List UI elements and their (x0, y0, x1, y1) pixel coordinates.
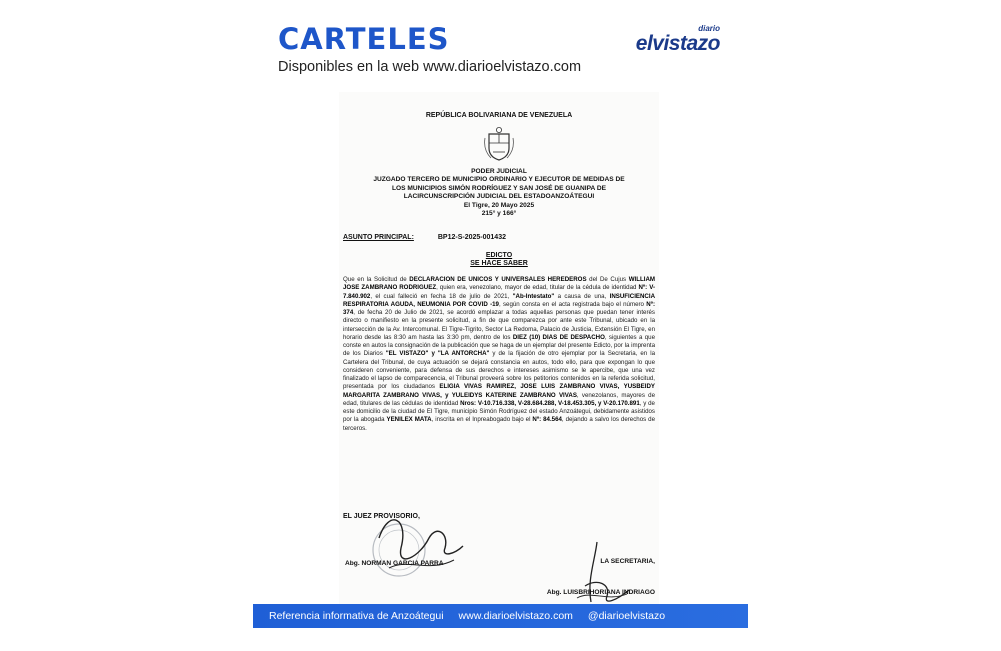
se-hace-saber: SE HACE SABER (470, 260, 528, 268)
body-text-segment: Que en la Solicitud de (343, 276, 410, 283)
body-text-segment: , venezolanos, mayores de edad, titulares de las cédulas de identidad (343, 391, 655, 407)
body-bold-segment: Nº: V-7.840.902 (343, 284, 655, 300)
juez-name: Abg. NORMAN GARCIA PARRA (345, 560, 444, 567)
header-line: El Tigre, 20 Mayo 2025 (463, 201, 535, 209)
header-line: LACIRCUNSCRIPCIÓN JUDICIAL DEL ESTADOANZOÁTEGUI (403, 193, 595, 201)
poster-card (253, 18, 748, 634)
header-line: 215° y 166° (481, 210, 517, 218)
body-bold-segment: DIEZ (10) DIAS DE DESPACHO (512, 333, 605, 341)
body-bold-segment: ELIGIA VIVAS RAMIREZ, JOSE LUIS ZAMBRANO VIVAS, YUSBEIDY MARGARITA ZAMBRANO VIVAS, y YULEIDYS KATERINE ZAMBRANO VIVAS (343, 383, 656, 399)
body-bold-segment: WILLIAM JOSE ZAMBRANO RODRIGUEZ (343, 276, 655, 292)
republica-heading: REPÚBLICA BOLIVARIANA DE VENEZUELA (425, 112, 573, 119)
footer-social-handle[interactable]: @diarioelvistazo (587, 610, 666, 622)
body-bold-segment: Nros: V-10.716.338, V-28.684.288, V-18.453.305, y V-20.170.891 (460, 399, 640, 407)
body-text-segment: , según consta en el acta registrada bajo el número (498, 300, 647, 308)
edicto-heading (339, 252, 659, 269)
body-text-segment: , dejando a salvo los derechos de terceros. (343, 416, 655, 432)
brand-subtitle: Disponibles en la web www.diarioelvistazo.com (278, 59, 582, 75)
coat-of-arms-icon (483, 126, 515, 162)
footer-website-link[interactable]: www.diarioelvistazo.com (458, 610, 573, 622)
body-bold-segment: INSUFICIENCIA RESPIRATORIA AGUDA, NEUMONIA POR COVID -19 (343, 292, 655, 308)
header-line: PODER JUDICIAL (471, 168, 527, 175)
court-header (339, 168, 659, 218)
footer-bar (253, 604, 748, 628)
body-text-segment: , siguientes a que conste en autos la consignación de la publicación que se haga de un ejemplar del presente Edicto, por la imprenta de los Diarios (343, 333, 655, 358)
body-text-segment: , y de este domicilio de la ciudad de El Tigre, municipio Simón Rodríguez del estado Anzoátegui, debidamente asistidos por la abogada (343, 399, 655, 424)
header-line: JUZGADO TERCERO DE MUNICIPIO ORDINARIO Y EJECUTOR DE MEDIDAS DE (373, 176, 625, 184)
secretary-signature-icon (567, 540, 637, 610)
edicto-title: EDICTO (485, 252, 513, 259)
elvistazo-logo (635, 24, 720, 56)
body-text-segment: del De Cujus (586, 276, 629, 283)
header-line: LOS MUNICIPIOS SIMÓN RODRÍGUEZ Y SAN JOSÉ DE GUANIPA DE (391, 184, 607, 192)
body-bold-segment: Nº: 84.564 (532, 416, 562, 424)
secretaria-title: LA SECRETARIA, (600, 558, 655, 565)
asunto-value: BP12-S-2025-001432 (437, 234, 506, 241)
body-text-segment: y de la fijación de otro ejemplar por la Secretaria, en la Cartelera del Tribunal, de cuya actuación se dejará constancia en autos, todo ello, para que expongan lo que consideren conveniente, para defensa de sus derechos e intereses asimismo se le apercibe, que una vez finalizado el lapso de comparecencia, el Tribunal proveerá sobre los petitorios contenidos en la referida solicitud, presentada por los ciudadanos (343, 350, 655, 391)
logo-text: elvistazo (635, 32, 720, 55)
body-bold-segment: "Ab-Intestato" (512, 292, 555, 300)
logo-diario-label: diario (698, 24, 720, 33)
body-bold-segment: "EL VISTAZO" y "LA ANTORCHA" (385, 350, 490, 358)
body-text-segment: , inscrita en el Inpreabogado bajo el (431, 416, 533, 424)
brand-title: CARTELES (278, 22, 450, 56)
juez-title: EL JUEZ PROVISORIO, (343, 513, 420, 520)
edict-document (339, 92, 659, 612)
asunto-line (343, 234, 506, 241)
asunto-label: ASUNTO PRINCIPAL: (343, 234, 414, 241)
body-bold-segment: DECLARACION DE UNICOS Y UNIVERSALES HEREDEROS (409, 276, 587, 283)
body-text-segment: a causa de una, (554, 292, 610, 300)
body-bold-segment: YENILEX MATA (386, 416, 432, 424)
body-text-segment: , el cual falleció en fecha 18 de julio de 2021, (370, 292, 513, 300)
body-text-segment: , de fecha 20 de Julio de 2021, se acordó emplazar a todas aquellas personas que puedan tener interés directo o manifiesto en la presente solicitud, a fin de que comparezca por ante este Tribunal, ubicado en la intersección de la Av. Intercomunal. El Tigre-Tigrito, Sector La Redoma, Palacio de Justicia, Extensión El Tigre, en horario desde las 8:30 am hasta las 3:30 pm, dentro de los (343, 309, 655, 341)
footer-reference: Referencia informativa de Anzoátegui (269, 610, 444, 622)
body-text-segment: , quien era, venezolano, mayor de edad, titular de la cédula de identidad (436, 284, 639, 292)
edict-body (343, 276, 655, 433)
body-bold-segment: Nº: 374 (343, 300, 655, 316)
secretaria-name: Abg. LUISBRIHORIANA INDRIAGO (546, 589, 655, 596)
